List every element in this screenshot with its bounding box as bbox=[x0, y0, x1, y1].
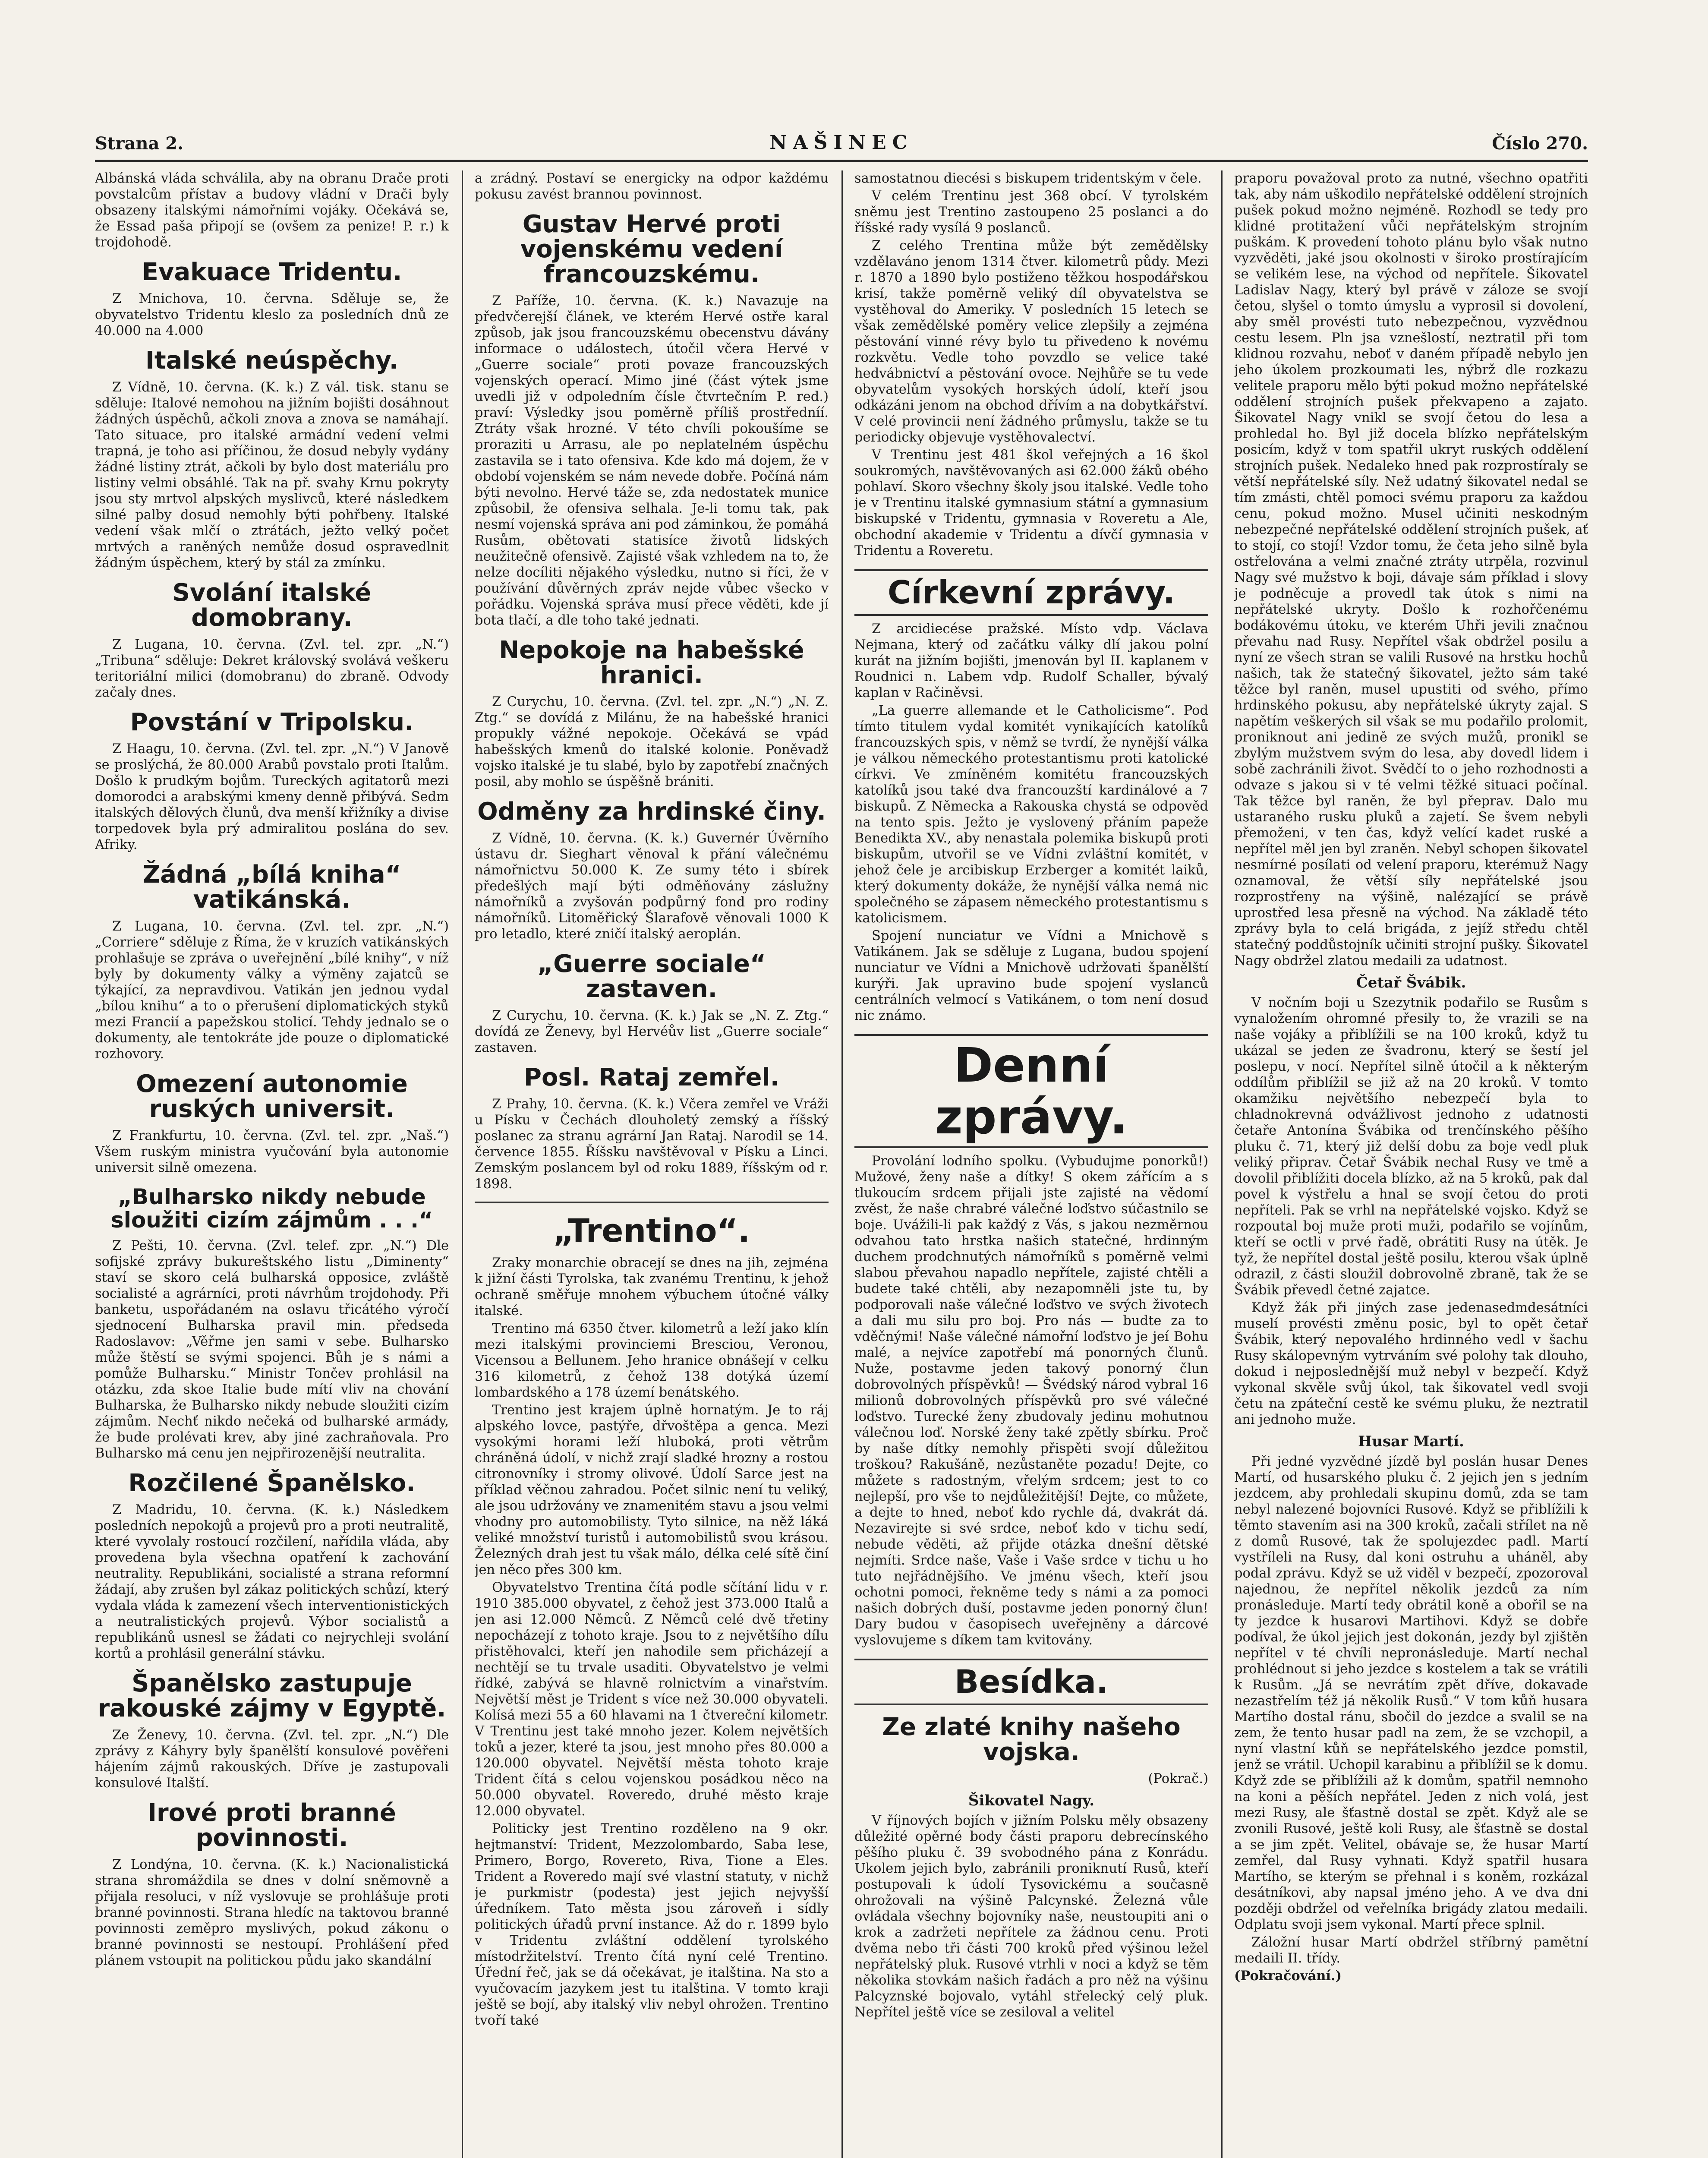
article-text: a zrádný. Postaví se energicky na odpor každému pokusu zavést brannou povinnost. bbox=[475, 171, 829, 202]
article-text: V říjnových bojích v jižním Polsku měly obsazeny důležité opěrné body části praporu debrecínského pěšího pluku č. 39 svobodného pána z Konrádu. Ukolem jejich bylo, zabránili proniknutí Rusů, kteří postupovali k údolí Tysovickému a současně ohrožovali na výšině Palcynské. Železná vůle ovládala všechny bojovníky naše, neustoupiti ani o krok a zadržeti nepřítele za žádnou cenu. Proti dvěma nebo tři části 700 kroků před výšinou ležel nepřátelský pluk. Rusové vtrhli v noci a když se těm několika stovkám našich řadách a pro něž na výšinu Palcyznské bojovalo, vytáhl střelecký celý pluk. Nepřítel ještě více se zesiloval a velitel bbox=[854, 1813, 1208, 2020]
article-text: Z Paříže, 10. června. (K. k.) Navazuje na předvčerejší článek, ve kterém Hervé ostře karal způsob, jak jsou francouzskému obecenstvu dávány informace o událostech, útočil včera Hervé v „Guerre sociale“ proti povaze francouzských vojenských operací. Mimo jiné (část výtek jsme uvedli již v odpoledním čísle čtvrtečním P. red.) praví: Výsledky jsou poměrně příliš prostředníí. Ztráty však hrozné. V této chvíli pokoušíme se proraziti u Arrasu, ale po neplatelném úspěchu zastavila se i tato ofensiva. Kde kdo má dojem, že v období vojenském se nám nevede dobře. Počíná nám býti nevolno. Hervé táže se, zda nedostatek munice způsobil, že ofensiva selhala. Je-li tomu tak, pak nesmí vojenská správa ani pod záminkou, že pomáhá Rusům, obětovati statisíce životů lidských neužitečně ofensivě. Zajisté však vzhledem na to, že nelze docíliti nějakého výsledku, nutno si říci, že v používání důvěrných zpráv nejde vůbec všecko v pořádku. Vojenská správa musí přece věděti, kde jí bota tlačí, a dle toho také jednati. bbox=[475, 293, 829, 628]
article-text: Albánská vláda schválila, aby na obranu Drače proti povstalcům přístav a budovy vládní v Drači byly obsazeny italskými námořními vojáky. Očekává se, že Essad paša připojí se (ovšem za penize! P. r.) k trojdohodě. bbox=[95, 171, 449, 250]
column-1 bbox=[95, 170, 449, 2158]
columns bbox=[95, 170, 1588, 2158]
divider bbox=[475, 1202, 829, 1203]
section-banner bbox=[854, 1659, 1208, 1705]
article-text: „La guerre allemande et le Catholicisme“. Pod tímto titulem vydal komitét vynikajících katolíků francouzských spis, v němž se tvrdí, že nynější válka je válkou německého protestantismu proti katolické církvi. Ve zmíněném komitétu francouzských katolíků jsou také dva francouzští kardinálové a 7 biskupů. Z Německa a Rakouska chystá se odpověď na tento spis. Ježto je vyslovený přáním papeže Benedikta XV., aby nenastala polemika biskupů proti biskupům, utvořil se ve Vídni zvláštní komitét, v jehož čele je arcibiskup Erzberger a komitét laiků, který dokumenty dokáže, že nynější válka nemá nic společného se zápasem německého protestantismu s katolicismem. bbox=[854, 703, 1208, 926]
section-banner bbox=[854, 569, 1208, 616]
article-text: Spojení nunciatur ve Vídni a Mnichově s Vatikánem. Jak se sděluje z Lugana, budou spojení nunciatur ve Vídni a Mnichově udržovati španělští kurýři. Jak upravino bude spojení vyslanců centrálních velmocí s Vatikánem, o tom není dosud nic známo. bbox=[854, 928, 1208, 1023]
article-text: Trentino jest krajem úplně hornatým. Je to ráj alpského lovce, pastýře, dřvoštěpa a genca. Mezi vysokými horami leží hluboká, proti větrům chráněná údolí, v nichž zrají sladké hrozny a rostou citronovníky i stromy olivové. Údolí Sarce jest na příklad věčnou zahradou. Počet silnic není tu veliký, ale jsou udržovány ve znamenitém stavu a jsou velmi vhodny pro automobilisty. Tyto silnice, na něž láká veliké množství turistů i automobilistů svou krásou. Železných drah jest tu však málo, délka celé sítě činí jen něco přes 300 km. bbox=[475, 1403, 829, 1577]
continued-note: (Pokračování.) bbox=[1234, 1968, 1342, 1984]
headline: Irové proti branné povinnosti. bbox=[148, 1799, 396, 1852]
article-text: Z Haagu, 10. června. (Zvl. tel. zpr. „N.“) V Janově se proslýchá, že 80.000 Arabů povstalo proti Italům. Došlo k prudkým bojům. Tureckých agitatorů mezi domorodci a arabskými kmeny denně přibývá. Sedm italských dělových člunů, dva menší křižníky a divise torpedovek byla prý admiralitou poslána do sev. Afriky. bbox=[95, 741, 449, 852]
article-text: Z Frankfurtu, 10. června. (Zvl. tel. zpr. „Naš.“) Všem ruským ministra vyučování byla autonomie universit silně omezena. bbox=[95, 1128, 449, 1175]
headline: „Bulharsko nikdy nebude sloužiti cizím zájmům . . .“ bbox=[111, 1184, 433, 1233]
masthead: NAŠINEC bbox=[769, 132, 914, 154]
article-text: V celém Trentinu jest 368 obcí. V tyrolském sněmu jest Trentino zastoupeno 25 poslanci a do říšské rady vysílá 9 poslanců. bbox=[854, 189, 1208, 236]
headline: Nepokoje na habešské hranici. bbox=[499, 636, 804, 689]
article-text: Když žák při jiných zase jedenasedmdesátníci muselí provésti změnu posic, byl to opět četař Švábik, který nepovalého hrdinného vedl v šachu Rusy skálopevným vytrváním své polohy tak dlouho, dokud i nejposlednější muž nebyl v bezpečí. Když vykonal skvěle svůj úkol, tak šikovatel vedl svoji četu na zpáteční cestě ke svému pluku, že neztratil ani jednoho muže. bbox=[1234, 1300, 1588, 1427]
headline: Žádná „bílá kniha“ vatikánská. bbox=[142, 861, 401, 914]
headline: Evakuace Tridentu. bbox=[142, 258, 402, 286]
headline: „Guerre sociale“ zastaven. bbox=[537, 950, 766, 1003]
continued-note: (Pokrač.) bbox=[1148, 1771, 1208, 1786]
column-rule bbox=[462, 170, 463, 2158]
section-title: Besídka. bbox=[954, 1663, 1109, 1701]
column-rule bbox=[841, 170, 843, 2158]
article-text: Z Lugana, 10. června. (Zvl. tel. zpr. „N.“) „Corriere“ sděluje z Říma, že v kruzích vatikánských prohlašuje se zpráva o uveřejnění „bílé knihy“, v níž byly by dokumenty války a výměny zajatců se týkající, za nepravdivou. Vatikán jen jednou vydal „bílou knihu“ a to o přerušení diplomatických styků mezi Francií a papežskou stolicí. Tehdy jednalo se o dokumenty, ale tentokráte jde pouze o diplomatické rozhovory. bbox=[95, 919, 449, 1062]
headline: Posl. Rataj zemřel. bbox=[524, 1063, 779, 1092]
column-3 bbox=[854, 170, 1208, 2158]
subheadline: Četař Švábik. bbox=[1356, 974, 1466, 991]
article-text: V nočním boji u Szezytnik podařilo se Rusům s vynaložením ohromné přesily to, že vrazili se na naše vojáky a přiblížili se na 100 kroků, když tu ukázal se jeden ze švadronu, který se šestí jel poslepu, v nocí. Nepřítel silně útočil a k některým oddílům přiblížil se již až na 20 kroků. V tomto okamžiku největšího nebezpečí byla to chladnokrevná odvážlivost jednoho z udatnosti četaře Antonína Švábika od trenčínského pěšího pluku č. 71, který již delší dobu za boje vedl pluk veliký připrav. Četař Švábik nechal Rusy ve tmě a dovolil přiblížiti docela blízko, až na 5 kroků, pak dal povel k výstřelu a hnal se svojí četou do proti nepříteli. Pak se vrhl na nepřátelské vojsko. Když se rozpoutal boj muže proti muži, podařilo se vojínům, kteří se octli v prvé řadě, obrátiti Rusy na útěk. Je tyž, že nepřítel dostal ještě posilu, kterou však úplně odrazil, z části sloužil dobrovolně zbraně, tak že se Švábik převedl četné zajatce. bbox=[1234, 995, 1588, 1298]
headline: Španělsko zastupuje rakouské zájmy v Egyptě. bbox=[98, 1669, 446, 1723]
subheadline: Šikovatel Nagy. bbox=[968, 1792, 1095, 1809]
column-2 bbox=[475, 170, 829, 2158]
article-text: Při jedné vyzvědné jízdě byl poslán husar Denes Martí, od husarského pluku č. 2 jejich jen s jedním jezdcem, aby prohledali skupinu domů, zda se tam nebyl nalezené bojovníci Rusové. Když se přiblížili k těmto stavením asi na 300 kroků, začali střílet na ně z domů Rusové, tak že spolujezdec padl. Martí vystříleli na Rusy, dal koni ostruhu a uháněl, aby podal zprávu. Když se už viděl v bezpečí, zpozoroval najednou, že nepřítel několik jezdců za ním pronásleduje. Martí tedy obrátil koně a obořil se na ty jezdce k husarovi Martihovi. Když se dobře podíval, že úkol jejich jest dokonán, jezdy byl zjištěn nepřítel v té chvíli nepronásleduje. Martí nechal prohlédnout si jeho jezdce s kostelem a tak se vrátili k Rusům. „Já se nevrátím zpět dříve, dokavade nezastřelím též já několik Rusů.“ V tom kůň husara Martího dostal ránu, sbočil do jezdce a svalil se na zem, že tento husar padl na zem, že se vzchopil, a nyní vlastní kůň se nepřátelského jezdce pomstil, jenž se vrátil. Uchopil karabinu a přiblížil se k domu. Když zde se přiblížili až k domům, spatřil nemnoho na koni a pěších nepřátel. Jeden z nich volá, jest mezi Rusy, ale šťastně dostal se zpět. Když ale se zvonili Rusové, ještě koli Rusy, ale šťastně se dostal a se jim zpět. Velitel, obávaje se, že husar Martí zemřel, dal Rusy vyhnati. Když spatřil husara Martího, se kterým se přehnal i s koněm, rozkázal desátníkovi, aby napsal jméno jeho. A ve dva dni později obdržel od veřelníka brigády zlatou medaili. Odplatu svoji jsem vykonal. Martí přece splnil. bbox=[1234, 1454, 1588, 1932]
headline: Gustav Hervé proti vojenskému vedení francouzskému. bbox=[520, 210, 783, 288]
article-text: Z arcidiecése pražské. Místo vdp. Václava Nejmana, který od začátku války dlí jakou polní kurát na jižním bojišti, jmenován byl II. kaplanem v Roudnici n. Labem vdp. Rudolf Schaller, bývalý kaplan v Račiněvsi. bbox=[854, 622, 1208, 700]
article-text: Trentino má 6350 čtver. kilometrů a leží jako klín mezi italskými provinciemi Bresciou, Veronou, Vicensou a Bellunem. Jeho hranice obnášejí v celku 316 kilometrů, z čehož 138 dotýká území lombardského a 178 území benátského. bbox=[475, 1321, 829, 1400]
headline: „Trentino“. bbox=[553, 1212, 750, 1249]
article-text: samostatnou diecési s biskupem tridentským v čele. bbox=[854, 171, 1202, 186]
headline: Ze zlaté knihy našeho vojska. bbox=[882, 1713, 1181, 1766]
article-text: Z Vídně, 10. června. (K. k.) Guvernér Úvěrního ústavu dr. Sieghart věnoval k přání válečnému námořnictvu 50.000 K. Ze sumy této i sbírek předešlých mají býti odměňovány záslužny námořníků a zvyšován podpůrný fond pro rodiny námořníků. Litoměřický Šlarafově věnovali 1000 K pro letadlo, které zničí italský aeroplán. bbox=[475, 831, 829, 942]
headline: Rozčilené Španělsko. bbox=[128, 1469, 416, 1497]
article-text: Provolání lodního spolku. (Vybudujme ponorků!) Mužové, ženy naše a dítky! S okem zářícím a s tlukoucím srdcem přijali jste zajisté na vědomí zvěst, že naše chrabré válečné loďstvo súčastnilo se boje. Uvážili-li pak každý z Vás, s jakou nezměrnou odvahou tato hrstka našich statečné, hrdinným duchem prodchnutých námořníků s poměrně velmi slabou převahou napadlo nepřítele, zajisté chtěli a budete také chtěli, aby nezapomněli jste tu, by podporovali naše válečné loďstvo ve svých životech a dali mu silu pro boj. Pro nás — budte za to vděčnými! Naše válečné námořní loďstvo je jeí Bohu malé, a nejvíce zapotřebí má ponorných člunů. Nuže, postavme jeden takový ponorný člun dobrovolných příspěvků! — Švédský národ vybral 16 milionů dobrovolných příspěvků pro své válečné loďstvo. Turecké ženy zbudovaly jedinu mohutnou válečnou loď. Norské ženy také zpětly sbírku. Proč by naše dítky nemohly přispěti svojí důležitou troškou? Rakušáně, nezůstaněte pozadu! Dejte, co můžete s radostným, vřelým srdcem; jest to co nejlepší, pro vše to nejdůležitější! Dejte, co můžete, a dejte to hned, neboť kdo rychle dá, dvakrát dá. Nezavirejte si své srdce, neboť kdo v tichu sedí, nebude věděti, až přijde otázka dnešní dětské nejmíti. Srdce naše, Vaše i Vaše srdce v tichu u ho tuto nejřádnějšího. Ve jménu všech, kteří jsou ochotni pomoci, řekněme tedy s námi a za pomoci našich dobrých duší, postavme jeden ponorný člun! Dary budou v časopisech uveřejněny a dárcové vyslovujeme s díkem tam kvitovány. bbox=[854, 1154, 1208, 1648]
column-rule bbox=[1221, 170, 1223, 2158]
article-text: Z Pešti, 10. června. (Zvl. telef. zpr. „N.“) Dle sofijské zprávy bukureštského listu „Diminenty“ staví se skoro celá bulharská opposice, zvláště socialisté a agrárníci, proti návrhům trojdohody. Při banketu, uspořádaném na oslavu třicátého výročí sjednocení Bulharska pravil min. předseda Radoslavov: „Věřme jen sami v sebe. Bulharsko může štěstí se svými spojenci. Bůh je s námi a pomůže Bulharsku.“ Ministr Tončev prohlásil na otázku, zda skoe Italie bude mítí vliv na chování Bulharska, že Bulharsko nikdy nebude sloužiti cizím zájmům. Nechť nikdo nečeká od bulharské armády, že bude prolévati krev, aby jiné zachraňovala. Pro Bulharsko má cenu jen nejpřirozenější neutralita. bbox=[95, 1238, 449, 1461]
article-text: Politicky jest Trentino rozděleno na 9 okr. hejtmanství: Trident, Mezzolombardo, Saba lese, Primero, Borgo, Rovereto, Riva, Tione a Eles. Trident a Roveredo mají své vlastní statuty, v nichž je purkmistr (podesta) jest jejich nejvyšší úředníkem. Tato města jsou zároveň i sídly politických úřadů první instance. Až do r. 1899 bylo v Tridentu zvláštní oddělení tyrolského místodržitelství. Trento čítá nyní celé Trentino. Úřední řeč, jak se dá očekávat, je italština. Na sto a vyučovacím jazykem jest tu italština. V tomto kraji ještě se bojí, aby italský vliv nebyl ohrožen. Trentino tvoří také bbox=[475, 1821, 829, 2028]
article-text: Z Curychu, 10. června. (K. k.) Jak se „N. Z. Ztg.“ dovídá ze Ženevy, byl Hervéův list „Guerre sociale“ zastaven. bbox=[475, 1008, 829, 1055]
headline: Italské neúspěchy. bbox=[145, 347, 398, 375]
headline: Odměny za hrdinské činy. bbox=[477, 798, 826, 826]
article-text: Z Vídně, 10. června. (K. k.) Z vál. tisk. stanu se sděluje: Italové nemohou na jižním bojišti dosáhnout žádných úspěchů, ačkoli znova a znova se namáhají. Tato situace, pro italské armádní vedení velmi trapná, je toho asi příčinou, že dosud nebyly vydány žádné listiny ztrát, ačkoli by bylo dost materiálu pro listiny velmi obsáhlé. Tak na př. svahy Krnu pokryty jsou sty mrtvol alpských myslivců, které následkem silné palby dosud nemohly býti pohřbeny. Italské vedení však mlčí o ztrátách, ježto velký počet mrtvých a raněných nemůže dosud ospravedlnit žádným úspěchem, který by stál za zmínku. bbox=[95, 380, 449, 571]
article-text: Z Lugana, 10. června. (Zvl. tel. zpr. „N.“) „Tribuna“ sděluje: Dekret královský svolává veškeru teritoriální milici (domobranu) do zbraně. Odvody začaly dnes. bbox=[95, 637, 449, 700]
article-text: Záložní husar Martí obdržel stříbrný pamětní medaili II. třídy. bbox=[1234, 1935, 1588, 1966]
article-text: praporu považoval proto za nutné, všechno opatřiti tak, aby nám uškodilo nepřátelské oddělení strojních pušek pokud možno nejméně. Rozhodl se tedy pro klidné protitažení vůči nepřátelským strojním puškám. K provedení tohoto plánu bylo však nutno vyzvěděti, jaké jsou okolnosti v široko prostírajícím se velikém lese, na východ od nepřítele. Šikovatel Ladislav Nagy, který byl právě v záloze se svojí četou, slyšel o tomto úmyslu a vyprosil si dovolení, aby směl provésti tuto nebezpečnou, vyzvědnou cestu lesem. Pln jsa vznešlostí, neztratil při tom klidnou rozvahu, neboť v daném případě nebylo jen jeho úkolem prozkoumati les, nýbrž dle rozkazu velitele praporu mělo býti pokud možno nepřátelské oddělení strojních pušek překvapeno a zajato. Šikovatel Nagy vnikl se svojí četou do lesa a prohledal ho. Byl již docela blízko nepřátelským posicím, když v tom spatřil ukryt ruských oddělení strojních pušek. Nedaleko hned pak rozprostíraly se větší nepřátelské síly. Než udatný šikovatel nedal se tím zmásti, chtěl pomoci svému praporu za každou cenu, pokud možno. Musel učiniti neskodným nebezpečné nepřátelské oddělení strojních pušek, ať to stojí, co stojí! Vzdor tomu, že četa jeho silně byla ostřelována a velmi značné ztráty utrpěla, rozvinul Nagy své mužstvo k boji, dávaje sám příklad i slovy je podněcuje a provedl tak útok s nimi na nepřátelské ukryty. Došlo k rozhořčenému bodákovému útoku, ve kterém Uhři jevili značnou převahu nad Rusy. Nepřítel však obdržel posilu a nyní ze všech stran se valili Rusové na hrstku hochů našich, tak že statečný šikovatel, ježto sám také těžce byl raněn, musel upustiti od svého, přímo hrdinského pokusu, aby nepřátelské úkryty zajal. S napětím veškerých sil však se mu podařilo prolomit, proniknout ani jedině ze svých mužů, pronikl se zbylým mužstvem svým do lesa, aby dovedl lidem i sobě zachránili život. Svědčí to o jeho rozhodnosti a odvaze s jakou si v té velmi těžké situaci počínal. Tak těžce byl raněn, že byl přeprav. Dalo mu ustaraného rusku pluků a zajetí. Se švem nebyli přemoženi, v ten čas, když velící kadet ruské a nepřítel měl jen byl zraněn. Nebyl schopen šikovatel nesmírné posílati od velení praporu, kterémuž Nagy oznamoval, že větší síly nepřátelské jsou rozprostřeny na výšině, nalézající se právě uprostřed lesa přesně na východ. Na základě této zprávy byla to celá brigáda, z jejíž středu chtěl statečný poddůstojník učiniti strojní pušky. Šikovatel Nagy obdržel zlatou medaili za udatnost. bbox=[1234, 171, 1588, 969]
column-4 bbox=[1234, 170, 1588, 2158]
article-text: Z celého Trentina může být zemědělsky vzdělaváno jenom 1314 čtver. kilometrů půdy. Mezi r. 1870 a 1890 bylo postiženo těžkou hospodářskou krisí, takže poměrně veliký díl obyvatelstva se vystěhoval do Ameriky. V posledních 15 letech se však zemědělské poměry velice zlepšily a zejména pěstování vinné révy bylo tu přivedeno k novému rozkvětu. Vedle toho povzdlo se velice také hedvábnictví a pěstování ovoce. Nejhůře se tu vede obyvatelům vysokých horských údolí, kteří jsou odkázáni jenom na obchod dřívím a na dobytkářství. V celé provincii není žádného průmyslu, takže se tu periodicky objevuje vystěhovalectví. bbox=[854, 238, 1208, 445]
article-text: Obyvatelstvo Trentina čítá podle sčítání lidu v r. 1910 385.000 obyvatel, z čehož jest 373.000 Italů a jen asi 12.000 Němců. Z Němců celé dvě třetiny nepocházejí z tohoto kraje. Jsou to z největšího dílu přistěhovalci, kteří jen nahodile sem přicházejí a nechtějí se tu trvale usaditi. Obyvatelstvo je velmi řídké, zabývá se hlavně rolnictvím a vinařstvím. Největší měst je Trident s více než 30.000 obyvateli. Kolísá mezi 55 a 60 hlavami na 1 čtvereční kilometr. V Trentinu jest také mnoho jezer. Kolem největších toků a jezer, které ta jsou, jest mnoho přes 80.000 a 120.000 obyvatel. Největší města tohoto kraje Trident čítá s celou vojenskou posádkou něco na 50.000 obyvatel. Roveredo, druhé město kraje 12.000 obyvatel. bbox=[475, 1580, 829, 1819]
article-text: Ze Ženevy, 10. června. (Zvl. tel. zpr. „N.“) Dle zprávy z Káhyry byly španělští konsulové pověřeni hájením zájmů rakouských. Dříve je zastupovali konsulové Italští. bbox=[95, 1728, 449, 1791]
article-text: Z Prahy, 10. června. (K. k.) Včera zemřel ve Vráži u Písku v Čechách dlouholetý zemský a říšský poslanec za stranu agrární Jan Rataj. Narodil se 14. července 1855. Říšsku navštěvoval v Písku a Linci. Zemským poslancem byl od roku 1889, říšským od r. 1898. bbox=[475, 1097, 829, 1192]
section-title: Denní zprávy. bbox=[935, 1038, 1128, 1145]
article-text: Z Mnichova, 10. června. Sděluje se, že obyvatelstvo Tridentu kleslo za posledních dnů ze 40.000 na 4.000 bbox=[95, 291, 449, 338]
issue-number: Číslo 270. bbox=[1492, 133, 1588, 154]
headline: Svolání italské domobrany. bbox=[172, 579, 372, 632]
article-text: V Trentinu jest 481 škol veřejných a 16 škol soukromých, navštěvovaných asi 62.000 žáků obého pohlaví. Skoro všechny školy jsou italské. Vedle toho je v Trentinu italské gymnasium státní a gymnasium biskupské v Tridentu, gymnasia v Roveretu a Ale, obchodní akademie v Tridentu a dívčí gymnasia v Tridentu a Roveretu. bbox=[854, 448, 1208, 558]
section-banner bbox=[854, 1034, 1208, 1148]
page-number: Strana 2. bbox=[95, 133, 184, 154]
article-text: Zraky monarchie obracejí se dnes na jih, zejména k jižní části Tyrolska, tak zvanému Trentinu, k jehož ochraně směřuje mnohem výbuchem útočné války italské. bbox=[475, 1256, 829, 1319]
section-title: Církevní zprávy. bbox=[888, 574, 1175, 611]
article-text: Z Londýna, 10. června. (K. k.) Nacionalistická strana shromáždila se dnes v dolní sněmovně a přijala resoluci, v níž vyslovuje se prohlášuje proti branné povinnosti. Strana hledíc na taktovou branné povinnosti zeměpro myslivých, pokud zákonu o branné povinnosti se nestoupí. Prohlášení před plánem vstoupit na politickou půdu jako skandální bbox=[95, 1857, 449, 1968]
headline: Povstání v Tripolsku. bbox=[130, 708, 414, 736]
page-header bbox=[95, 129, 1588, 162]
article-text: Z Curychu, 10. června. (Zvl. tel. zpr. „N.“) „N. Z. Ztg.“ se dovídá z Milánu, že na habešské hranici propukly vážné nepokoje. Očekává se vpád habešských kmenů do italské kolonie. Poněvadž vojsko italské je tu slabé, bylo by zapotřebí značných posil, aby mohlo se úspěšně brániti. bbox=[475, 694, 829, 789]
headline: Omezení autonomie ruských universit. bbox=[136, 1070, 408, 1123]
subheadline: Husar Martí. bbox=[1358, 1433, 1464, 1450]
article-text: Z Madridu, 10. června. (K. k.) Následkem posledních nepokojů a projevů pro a proti neutralitě, které vyvolaly rostoucí rozčilení, nařídila vláda, aby provedena byla všechna opatření k zachování neutrality. Republikáni, socialisté a strana reformní žádají, aby zrušen byl zákaz politických schůzí, který vydala vláda k zamezení všech interventionistických a neutralistických projevů. Výbor socialistů a republikánů usnesl se žádati co nejrychleji svolání kortů a prohlásil generální stávku. bbox=[95, 1502, 449, 1661]
